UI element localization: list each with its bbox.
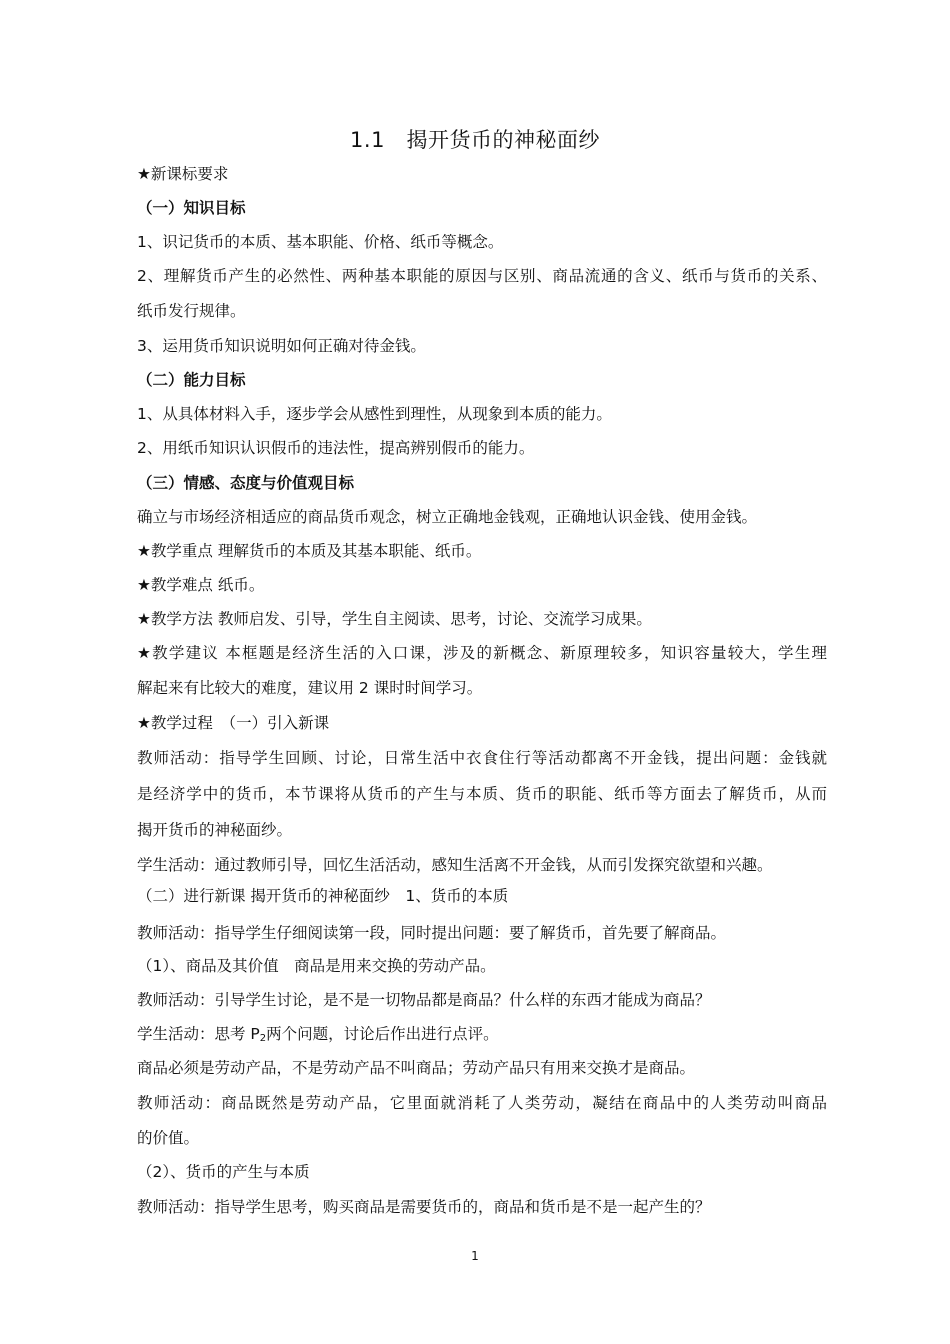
paragraph-line: 学生活动：通过教师引导，回忆生活活动，感知生活离不开金钱，从而引发探究欲望和兴趣。 xyxy=(137,856,773,874)
paragraph-line: ★教学建议 本框题是经济生活的入口课，涉及的新概念、新原理较多，知识容量较大，学生理 xyxy=(137,644,827,662)
paragraph-line: 2、理解货币产生的必然性、两种基本职能的原因与区别、商品流通的含义、纸币与货币的关系、 xyxy=(137,267,827,285)
paragraph-line: ★教学过程 （一）引入新课 xyxy=(137,714,330,732)
paragraph-line: 确立与市场经济相适应的商品货币观念，树立正确地金钱观，正确地认识金钱、使用金钱。 xyxy=(137,508,758,526)
paragraph-line: 学生活动：思考 $P_2$两个问题，讨论后作出进行点评。 xyxy=(137,1025,499,1044)
paragraph-line: 3、运用货币知识说明如何正确对待金钱。 xyxy=(137,337,426,355)
paragraph-line: （二）进行新课 揭开货币的神秘面纱 1、货币的本质 xyxy=(137,887,509,905)
paragraph-line: 教师活动：指导学生仔细阅读第一段，同时提出问题：要了解货币，首先要了解商品。 xyxy=(137,924,727,942)
paragraph-line: 教师活动：商品既然是劳动产品，它里面就消耗了人类劳动，凝结在商品中的人类劳动叫商品 xyxy=(137,1094,827,1112)
page-title: 1.1 揭开货币的神秘面纱 xyxy=(350,128,600,152)
paragraph-line: 的价值。 xyxy=(137,1129,200,1147)
paragraph-line: ★教学方法 教师启发、引导，学生自主阅读、思考，讨论、交流学习成果。 xyxy=(137,610,652,628)
paragraph-line: ★教学重点 理解货币的本质及其基本职能、纸币。 xyxy=(137,542,482,560)
paragraph-line: 教师活动：指导学生回顾、讨论，日常生活中衣食住行等活动都离不开金钱，提出问题：金钱就 xyxy=(137,749,827,767)
paragraph-line: 商品必须是劳动产品，不是劳动产品不叫商品；劳动产品只有用来交换才是商品。 xyxy=(137,1059,696,1077)
paragraph-line: 解起来有比较大的难度，建议用 2 课时时间学习。 xyxy=(137,679,483,697)
paragraph-line: 纸币发行规律。 xyxy=(137,302,246,320)
paragraph-line: 教师活动：引导学生讨论，是不是一切物品都是商品？什么样的东西才能成为商品？ xyxy=(137,991,711,1009)
subheading: （三）情感、态度与价值观目标 xyxy=(137,474,355,492)
subheading: （一）知识目标 xyxy=(137,199,246,217)
paragraph-line: 1、从具体材料入手，逐步学会从感性到理性，从现象到本质的能力。 xyxy=(137,405,612,423)
section-heading: ★新课标要求 xyxy=(137,165,229,183)
paragraph-line: 2、用纸币知识认识假币的违法性，提高辨别假币的能力。 xyxy=(137,439,535,457)
paragraph-line: 教师活动：指导学生思考，购买商品是需要货币的，商品和货币是不是一起产生的？ xyxy=(137,1198,711,1216)
paragraph-line: ★教学难点 纸币。 xyxy=(137,576,265,594)
paragraph-line: 揭开货币的神秘面纱。 xyxy=(137,821,293,839)
paragraph-line: 是经济学中的货币，本节课将从货币的产生与本质、货币的职能、纸币等方面去了解货币，从而 xyxy=(137,785,827,803)
page-number: 1 xyxy=(471,1249,479,1263)
paragraph-line: （2）、货币的产生与本质 xyxy=(137,1163,310,1181)
subheading: （二）能力目标 xyxy=(137,371,246,389)
paragraph-line: 1、识记货币的本质、基本职能、价格、纸币等概念。 xyxy=(137,233,504,251)
paragraph-line: （1）、商品及其价值 商品是用来交换的劳动产品。 xyxy=(137,957,496,975)
